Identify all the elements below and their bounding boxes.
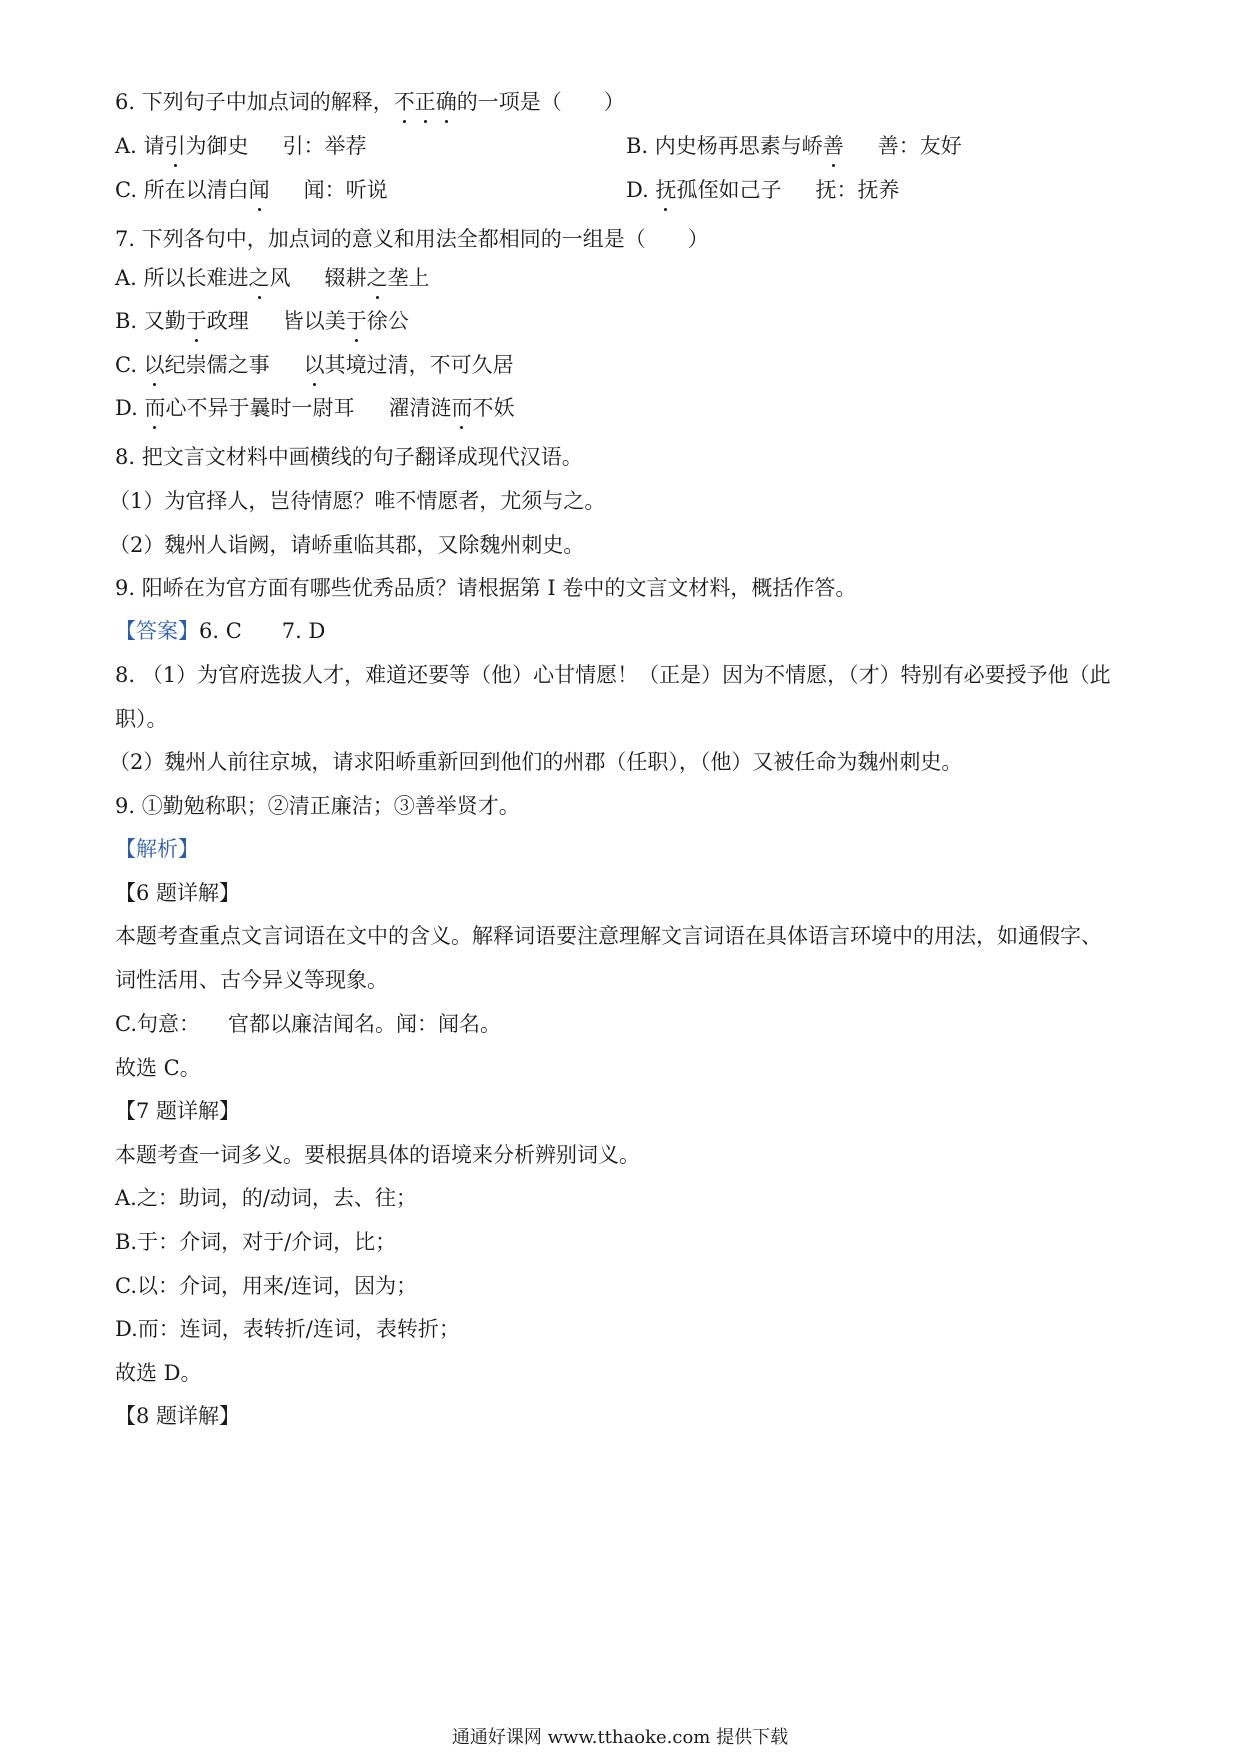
analysis-7-choice: 故选 D。: [115, 1361, 202, 1385]
q6-option-d: D. 抚孤侄如己子 抚：抚养: [626, 175, 899, 205]
heading-q6: 【6 题详解】: [115, 881, 241, 905]
q9-stem: 9. 阳峤在为官方面有哪些优秀品质？请根据第 I 卷中的文言文材料，概括作答。: [115, 576, 857, 600]
answer-tag: 【答案】: [115, 619, 199, 643]
q6-option-b: B. 内史杨再思素与峤善 善：友好: [626, 131, 962, 161]
q6-dot-char: 确: [436, 87, 457, 117]
q7-stem: 7. 下列各句中，加点词的意义和用法全都相同的一组是（ ）: [115, 227, 709, 251]
heading-q8: 【8 题详解】: [115, 1404, 241, 1428]
q7-option-c: C. 以纪崇儒之事 以其境过清，不可久居: [115, 350, 514, 380]
q6-option-c: C. 所在以清白闻 闻：听说: [115, 175, 388, 205]
analysis-6-option-c: C.句意： 官都以廉洁闻名。闻：闻名。: [115, 1012, 501, 1036]
q6-option-a: A. 请引为御史 引：举荐: [115, 131, 367, 161]
q8-stem: 8. 把文言文材料中画横线的句子翻译成现代汉语。: [115, 445, 583, 469]
analysis-7-intro: 本题考查一词多义。要根据具体的语境来分析辨别词义。: [115, 1143, 640, 1167]
answer-line: 【答案】6. C 7. D: [115, 619, 326, 643]
q6-stem: 6. 下列句子中加点词的解释，不正确的一项是（ ）: [115, 87, 625, 117]
analysis-7-c: C.以：介词，用来/连词，因为；: [115, 1274, 418, 1298]
analysis-6-line-1: 本题考查重点文言词语在文中的含义。解释词语要注意理解文言词语在具体语言环境中的用法，如通假字、: [115, 924, 1102, 948]
answer-8-line-3: （2）魏州人前往京城，请求阳峤重新回到他们的州郡（任职），（他）又被任命为魏州刺史。: [109, 750, 963, 774]
q6-dot-char: 正: [415, 87, 436, 117]
analysis-6-choice: 故选 C。: [115, 1056, 201, 1080]
q8-sentence-1: （1）为官择人，岂待情愿？唯不情愿者，尤须与之。: [109, 489, 606, 513]
footer-text: 通通好课网 www.tthaoke.com 提供下载: [451, 1727, 789, 1748]
heading-q7: 【7 题详解】: [115, 1099, 241, 1123]
q7-option-a: A. 所以长难进之风 辍耕之垄上: [115, 263, 430, 293]
analysis-6-line-2: 词性活用、古今异义等现象。: [115, 968, 388, 992]
answer-8-line-2: 职）。: [115, 707, 168, 731]
analysis-7-b: B.于：介词，对于/介词，比；: [115, 1230, 397, 1254]
analysis-7-d: D.而：连词，表转折/连词，表转折；: [115, 1317, 460, 1341]
analysis-tag: 【解析】: [115, 837, 199, 861]
analysis-7-a: A.之：助词，的/动词，去、往；: [115, 1186, 417, 1210]
q7-option-d: D. 而心不异于曩时一尉耳 濯清涟而不妖: [115, 393, 514, 423]
answer-9: 9. ①勤勉称职；②清正廉洁；③善举贤才。: [115, 794, 520, 818]
q8-sentence-2: （2）魏州人诣阙，请峤重临其郡，又除魏州刺史。: [109, 533, 585, 557]
answer-8-line-1: 8. （1）为官府选拔人才，难道还要等（他）心甘情愿！（正是）因为不情愿，（才）特别有必要授予他（此: [115, 663, 1111, 687]
q7-option-b: B. 又勤于政理 皆以美于徐公: [115, 306, 409, 336]
q6-dot-char: 不: [394, 87, 415, 117]
